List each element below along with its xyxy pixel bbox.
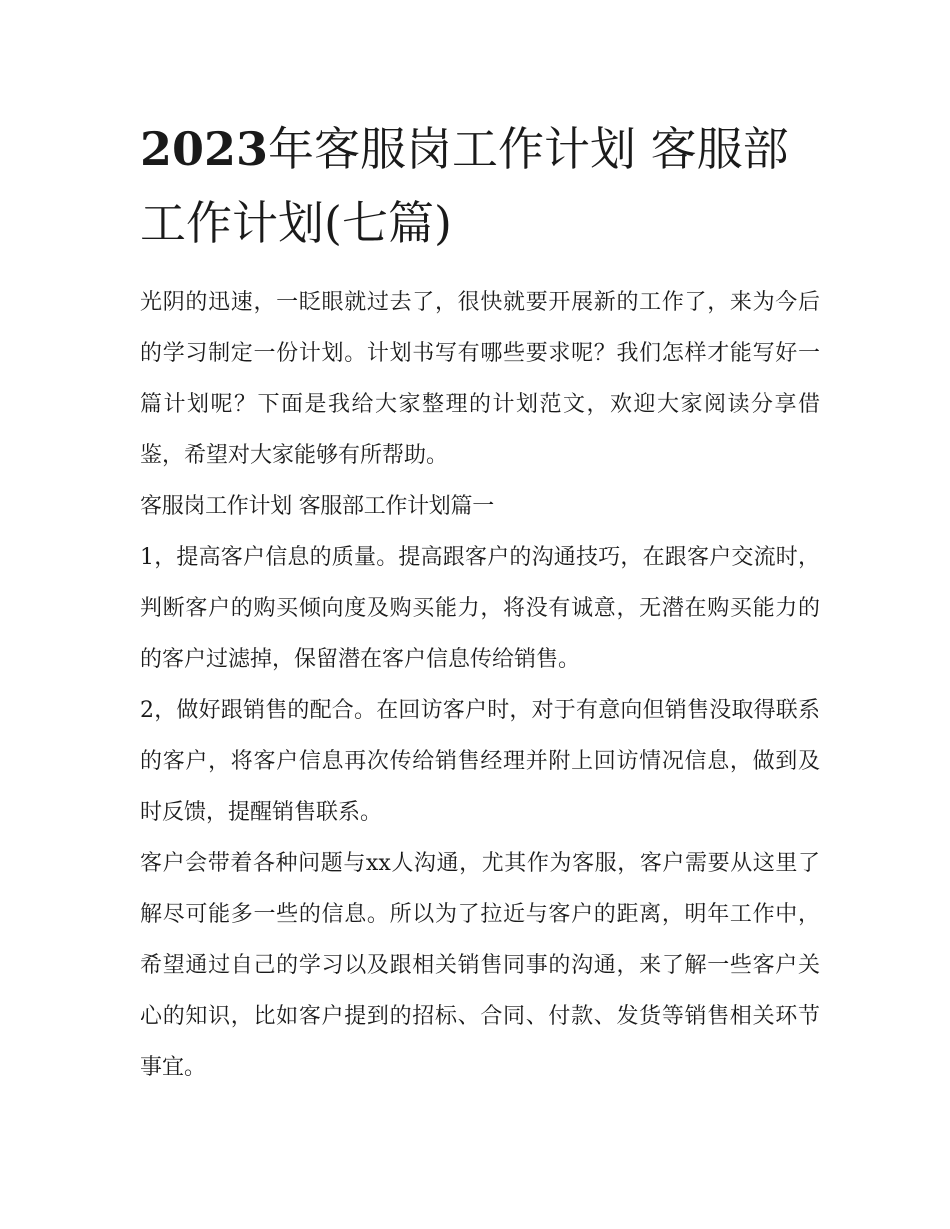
document-title: [140, 112, 820, 260]
title-text: 年客服岗工作计划 客服部工作计划(七篇): [140, 122, 789, 250]
intro-paragraph: 光阴的迅速，一眨眼就过去了，很快就要开展新的工作了，来为今后的学习制定一份计划。计划书写有哪些要求呢？我们怎样才能写好一篇计划呢？下面是我给大家整理的计划范文，欢迎大家阅读分享借鉴，希望对大家能够有所帮助。: [140, 290, 820, 468]
list-item-2-paragraph: 2，做好跟销售的配合。在回访客户时，对于有意向但销售没取得联系的客户，将客户信息再次传给销售经理并附上回访情况信息，做到及时反馈，提醒销售联系。: [140, 698, 820, 825]
list-item-1-paragraph: 1，提高客户信息的质量。提高跟客户的沟通技巧，在跟客户交流时，判断客户的购买倾向度及购买能力，将没有诚意，无潜在购买能力的的客户过滤掉，保留潜在客户信息传给销售。: [140, 545, 820, 672]
document-content: [140, 112, 820, 1093]
section-heading: 客服岗工作计划 客服部工作计划篇一: [140, 494, 494, 519]
document-body: [140, 277, 820, 1093]
customer-communication-paragraph: 客户会带着各种问题与xx人沟通，尤其作为客服，客户需要从这里了解尽可能多一些的信息。所以为了拉近与客户的距离，明年工作中，希望通过自己的学习以及跟相关销售同事的沟通，来了解一些客户关心的知识，比如客户提到的招标、合同、付款、发货等销售相关环节事宜。: [140, 851, 820, 1080]
title-year: 2023: [140, 122, 269, 176]
